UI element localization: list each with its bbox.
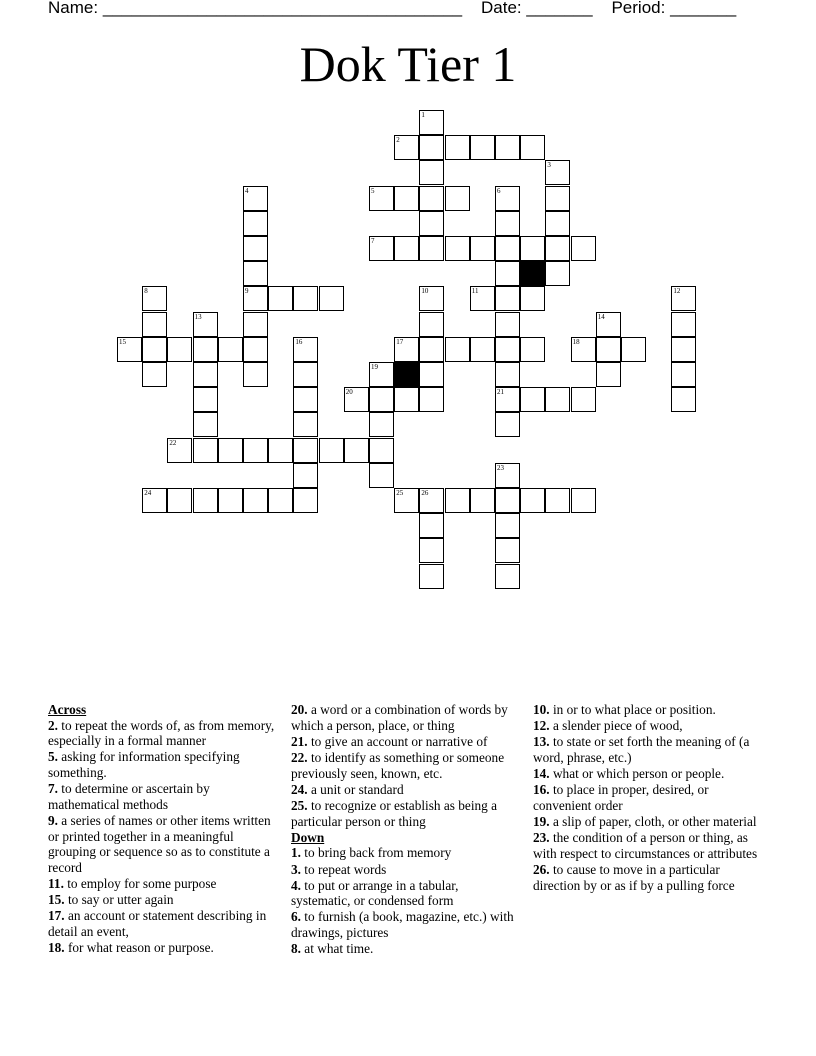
clue-text: to bring back from memory <box>300 845 452 861</box>
clue-number: 1. <box>291 845 301 861</box>
date-blank[interactable]: _______ <box>526 0 593 17</box>
crossword-cell[interactable] <box>419 160 444 185</box>
crossword-cell[interactable] <box>218 438 243 463</box>
crossword-cell[interactable] <box>671 286 696 311</box>
cell-number: 14 <box>597 312 605 321</box>
clue-text: to say or utter again <box>64 892 174 908</box>
crossword-cell[interactable] <box>268 286 293 311</box>
clue-item <box>291 941 521 957</box>
crossword-cell[interactable] <box>470 488 495 513</box>
crossword-cell[interactable] <box>571 387 596 412</box>
cell-number: 2 <box>396 136 400 145</box>
clue-item <box>533 734 763 765</box>
crossword-cell[interactable] <box>293 463 318 488</box>
clue-item <box>533 766 763 782</box>
crossword-cell[interactable] <box>142 362 167 387</box>
clue-item <box>533 718 763 734</box>
clue-item <box>533 862 763 893</box>
clue-item <box>48 718 282 749</box>
name-blank[interactable]: ______________________________________ <box>102 0 463 17</box>
cell-number: 19 <box>371 363 378 371</box>
cell-number: 21 <box>497 388 504 397</box>
crossword-cell[interactable] <box>671 387 696 412</box>
crossword-cell[interactable] <box>596 312 621 337</box>
crossword-cell[interactable] <box>419 513 444 538</box>
down-clue-list <box>291 845 521 957</box>
crossword-cell[interactable] <box>268 438 293 463</box>
crossword-cell[interactable] <box>344 438 369 463</box>
crossword-cell[interactable] <box>193 438 218 463</box>
crossword-cell[interactable] <box>520 488 545 513</box>
crossword-cell[interactable] <box>445 236 470 261</box>
cell-number: 7 <box>371 237 375 245</box>
across-clue-list-continued <box>291 702 521 829</box>
clue-number: 6. <box>291 909 301 925</box>
crossword-cell[interactable] <box>293 412 318 437</box>
crossword-cell[interactable] <box>243 186 268 211</box>
clue-number: 23. <box>533 830 550 846</box>
crossword-cell[interactable] <box>193 337 218 362</box>
crossword-cell[interactable] <box>193 387 218 412</box>
clue-text: a slip of paper, cloth, or other material <box>549 814 757 830</box>
cell-number: 3 <box>547 161 551 170</box>
clue-text: to determine or ascertain by mathematical methods <box>48 781 210 812</box>
crossword-cell[interactable] <box>571 488 596 513</box>
clue-number: 5. <box>48 749 58 765</box>
clue-number: 22. <box>291 749 308 765</box>
crossword-cell[interactable] <box>319 286 344 311</box>
clue-item <box>48 781 282 812</box>
clue-item <box>533 702 763 718</box>
cell-number: 6 <box>497 186 501 195</box>
down-clue-list-continued <box>533 702 763 893</box>
clue-number: 9. <box>48 812 58 828</box>
crossword-cell[interactable] <box>495 412 520 437</box>
crossword-cell[interactable] <box>394 236 419 261</box>
crossword-cell[interactable] <box>419 186 444 211</box>
crossword-cell[interactable] <box>445 186 470 211</box>
period-blank[interactable]: _______ <box>670 0 737 17</box>
crossword-cell[interactable] <box>243 211 268 236</box>
cell-number: 22 <box>169 438 177 447</box>
crossword-cell[interactable] <box>520 236 545 261</box>
name-label: Name: <box>48 0 99 17</box>
cell-number: 15 <box>119 337 126 346</box>
crossword-cell[interactable] <box>470 135 495 160</box>
crossword-cell[interactable] <box>495 286 520 311</box>
clue-text: an account or statement describing in detail an event, <box>48 908 267 939</box>
crossword-cell[interactable] <box>520 286 545 311</box>
across-clue-list <box>48 718 282 956</box>
clue-item <box>291 750 521 781</box>
clue-text: a slender piece of wood, <box>549 718 683 734</box>
crossword-cell[interactable] <box>167 438 192 463</box>
crossword-cell[interactable] <box>193 312 218 337</box>
crossword-cell[interactable] <box>218 337 243 362</box>
clue-item <box>291 798 521 829</box>
clue-text: to furnish (a book, magazine, etc.) with drawings, pictures <box>291 909 514 941</box>
clue-item <box>48 876 282 892</box>
crossword-cell[interactable] <box>495 135 520 160</box>
crossword-cell[interactable] <box>369 412 394 437</box>
crossword-cell[interactable] <box>293 337 318 362</box>
crossword-cell[interactable] <box>419 236 444 261</box>
cell-number: 24 <box>144 489 152 497</box>
clue-text: a series of names or other items written or printed together in a meaningful grouping or sequence so as to constitute a record <box>48 812 271 875</box>
clue-text: a word or a combination of words by which a person, place, or thing <box>291 702 508 733</box>
cell-number: 25 <box>396 489 404 497</box>
crossword-cell[interactable] <box>243 337 268 362</box>
crossword-cell[interactable] <box>495 312 520 337</box>
crossword-cell[interactable] <box>545 261 570 286</box>
clue-number: 14. <box>533 766 550 782</box>
crossword-cell[interactable] <box>596 337 621 362</box>
crossword-cell[interactable] <box>470 337 495 362</box>
crossword-cell[interactable] <box>369 438 394 463</box>
clue-number: 3. <box>291 861 301 877</box>
crossword-cell[interactable] <box>495 362 520 387</box>
crossword-cell[interactable] <box>394 387 419 412</box>
clue-item <box>291 702 521 733</box>
crossword-cell[interactable] <box>419 538 444 563</box>
clue-item <box>291 734 521 750</box>
cell-number: 5 <box>371 186 375 195</box>
crossword-cell[interactable] <box>419 337 444 362</box>
crossword-cell[interactable] <box>142 286 167 311</box>
clue-number: 2. <box>48 717 58 733</box>
crossword-cell[interactable] <box>545 387 570 412</box>
crossword-cell[interactable] <box>319 438 344 463</box>
crossword-cell[interactable] <box>167 488 192 513</box>
clue-item <box>291 782 521 798</box>
crossword-cell[interactable] <box>193 488 218 513</box>
crossword-cell[interactable] <box>293 488 318 513</box>
clue-item <box>291 845 521 861</box>
clue-item <box>291 878 521 909</box>
crossword-cell[interactable] <box>293 438 318 463</box>
clue-item <box>291 909 521 940</box>
crossword-cell[interactable] <box>495 488 520 513</box>
crossword-cell[interactable] <box>671 337 696 362</box>
crossword-cell[interactable] <box>545 160 570 185</box>
crossword-cell[interactable] <box>243 362 268 387</box>
clue-item <box>291 862 521 878</box>
date-label: Date: <box>481 0 522 17</box>
cell-number: 20 <box>345 388 353 397</box>
clue-number: 7. <box>48 781 58 797</box>
period-label: Period: <box>611 0 666 17</box>
crossword-cell[interactable] <box>571 337 596 362</box>
cell-number: 13 <box>194 312 202 321</box>
crossword-cell[interactable] <box>520 387 545 412</box>
cell-number: 4 <box>245 186 249 195</box>
crossword-cell[interactable] <box>495 236 520 261</box>
crossword-cell[interactable] <box>243 438 268 463</box>
down-heading: Down <box>291 829 325 845</box>
crossword-cell[interactable] <box>293 362 318 387</box>
crossword-cell[interactable] <box>470 236 495 261</box>
cell-number: 12 <box>673 287 681 296</box>
crossword-cell[interactable] <box>243 236 268 261</box>
cell-number: 10 <box>421 287 429 296</box>
clue-item <box>48 813 282 875</box>
clue-number: 16. <box>533 782 550 798</box>
clue-item <box>48 908 282 939</box>
clues-column-1 <box>48 702 282 956</box>
crossword-cell[interactable] <box>142 312 167 337</box>
clue-number: 19. <box>533 814 550 830</box>
clue-text: at what time. <box>300 941 374 957</box>
clue-text: to put or arrange in a tabular, systematic, or condensed form <box>291 877 459 909</box>
crossword-cell[interactable] <box>218 488 243 513</box>
crossword-cell[interactable] <box>293 387 318 412</box>
clue-text: a unit or standard <box>307 781 404 797</box>
clue-number: 11. <box>48 875 64 891</box>
crossword-cell[interactable] <box>369 387 394 412</box>
crossword-cell[interactable] <box>495 564 520 589</box>
crossword-cell[interactable] <box>671 312 696 337</box>
crossword-cell[interactable] <box>394 488 419 513</box>
cell-number: 1 <box>421 111 425 119</box>
crossword-cell[interactable] <box>142 488 167 513</box>
cell-number: 26 <box>421 489 429 497</box>
cell-number: 23 <box>497 463 504 472</box>
crossword-cell[interactable] <box>545 488 570 513</box>
crossword-cell[interactable] <box>445 488 470 513</box>
crossword-cell[interactable] <box>243 286 268 311</box>
cell-number: 8 <box>144 287 148 296</box>
crossword-cell[interactable] <box>495 538 520 563</box>
clue-number: 12. <box>533 718 550 734</box>
crossword-cell[interactable] <box>394 186 419 211</box>
crossword-cell[interactable] <box>571 236 596 261</box>
crossword-cell[interactable] <box>142 337 167 362</box>
clue-text: to cause to move in a particular direction by or as if by a pulling force <box>533 862 735 893</box>
crossword-cell[interactable] <box>193 362 218 387</box>
cell-number: 18 <box>572 337 580 346</box>
crossword-cell[interactable] <box>621 337 646 362</box>
clue-text: to employ for some purpose <box>63 875 217 891</box>
crossword-cell[interactable] <box>545 236 570 261</box>
crossword-cell[interactable] <box>495 337 520 362</box>
clue-number: 21. <box>291 733 308 749</box>
clue-number: 17. <box>48 908 65 924</box>
crossword-cell[interactable] <box>419 312 444 337</box>
crossword-cell[interactable] <box>419 362 444 387</box>
crossword-cell[interactable] <box>495 387 520 412</box>
clue-item <box>533 782 763 813</box>
across-heading: Across <box>48 702 87 717</box>
crossword-cell[interactable] <box>419 387 444 412</box>
clue-text: what or which person or people. <box>549 766 725 782</box>
crossword-cell[interactable] <box>470 286 495 311</box>
crossword-cell[interactable] <box>394 135 419 160</box>
crossword-cell[interactable] <box>419 110 444 135</box>
clue-item <box>48 749 282 780</box>
crossword-cell[interactable] <box>167 337 192 362</box>
crossword-cell[interactable] <box>193 412 218 437</box>
clue-text: to repeat words <box>300 861 387 877</box>
crossword-cell[interactable] <box>268 488 293 513</box>
clue-text: to recognize or establish as being a particular person or thing <box>291 797 498 829</box>
crossword-cell[interactable] <box>419 488 444 513</box>
crossword-cell[interactable] <box>495 261 520 286</box>
crossword-cell[interactable] <box>369 236 394 261</box>
crossword-cell[interactable] <box>419 564 444 589</box>
crossword-cell[interactable] <box>344 387 369 412</box>
clue-item <box>533 814 763 830</box>
clue-number: 26. <box>533 862 550 878</box>
crossword-cell[interactable] <box>495 211 520 236</box>
crossword-black-cell <box>394 362 419 387</box>
crossword-cell[interactable] <box>419 286 444 311</box>
crossword-cell[interactable] <box>495 463 520 488</box>
clues-column-2 <box>291 702 521 957</box>
clue-number: 4. <box>291 877 301 893</box>
clue-number: 10. <box>533 702 550 717</box>
crossword-cell[interactable] <box>545 186 570 211</box>
clues-column-3 <box>533 702 763 894</box>
crossword-cell[interactable] <box>419 135 444 160</box>
clue-text: to give an account or narrative of <box>307 733 488 749</box>
clue-item <box>48 892 282 908</box>
crossword-cell[interactable] <box>243 312 268 337</box>
cell-number: 9 <box>245 287 249 296</box>
clue-item <box>48 940 282 956</box>
clue-text: to identify as something or someone previously seen, known, etc. <box>291 749 505 781</box>
page-title: Dok Tier 1 <box>299 36 517 92</box>
crossword-cell[interactable] <box>520 135 545 160</box>
crossword-cell[interactable] <box>445 337 470 362</box>
crossword-cell[interactable] <box>596 362 621 387</box>
clue-item <box>533 830 763 861</box>
clue-text: to place in proper, desired, or convenient order <box>533 782 709 813</box>
clue-number: 13. <box>533 734 550 750</box>
clue-text: to repeat the words of, as from memory, especially in a formal manner <box>48 717 275 749</box>
clue-text: asking for information specifying something. <box>48 749 240 780</box>
crossword-cell[interactable] <box>520 337 545 362</box>
clue-text: to state or set forth the meaning of (a word, phrase, etc.) <box>533 734 750 765</box>
crossword-cell[interactable] <box>117 337 142 362</box>
clue-number: 15. <box>48 892 65 908</box>
cell-number: 17 <box>396 337 404 346</box>
crossword-cell[interactable] <box>445 135 470 160</box>
crossword-cell[interactable] <box>369 362 394 387</box>
clue-number: 8. <box>291 941 301 957</box>
cell-number: 11 <box>471 287 479 296</box>
crossword-cell[interactable] <box>293 286 318 311</box>
clue-text: for what reason or purpose. <box>64 940 214 956</box>
crossword-cell[interactable] <box>243 261 268 286</box>
crossword-cell[interactable] <box>394 337 419 362</box>
crossword-black-cell <box>520 261 545 286</box>
clue-text: in or to what place or position. <box>549 702 716 717</box>
clue-text: the condition of a person or thing, as with respect to circumstances or attributes <box>533 830 758 861</box>
crossword-cell[interactable] <box>369 463 394 488</box>
crossword-cell[interactable] <box>495 186 520 211</box>
crossword-cell[interactable] <box>243 488 268 513</box>
crossword-cell[interactable] <box>369 186 394 211</box>
cell-number: 16 <box>295 337 303 346</box>
crossword-cell[interactable] <box>671 362 696 387</box>
clue-number: 24. <box>291 781 308 797</box>
crossword-cell[interactable] <box>545 211 570 236</box>
crossword-cell[interactable] <box>419 211 444 236</box>
clue-number: 25. <box>291 797 308 813</box>
clue-number: 18. <box>48 940 65 956</box>
clue-number: 20. <box>291 702 308 717</box>
crossword-cell[interactable] <box>495 513 520 538</box>
